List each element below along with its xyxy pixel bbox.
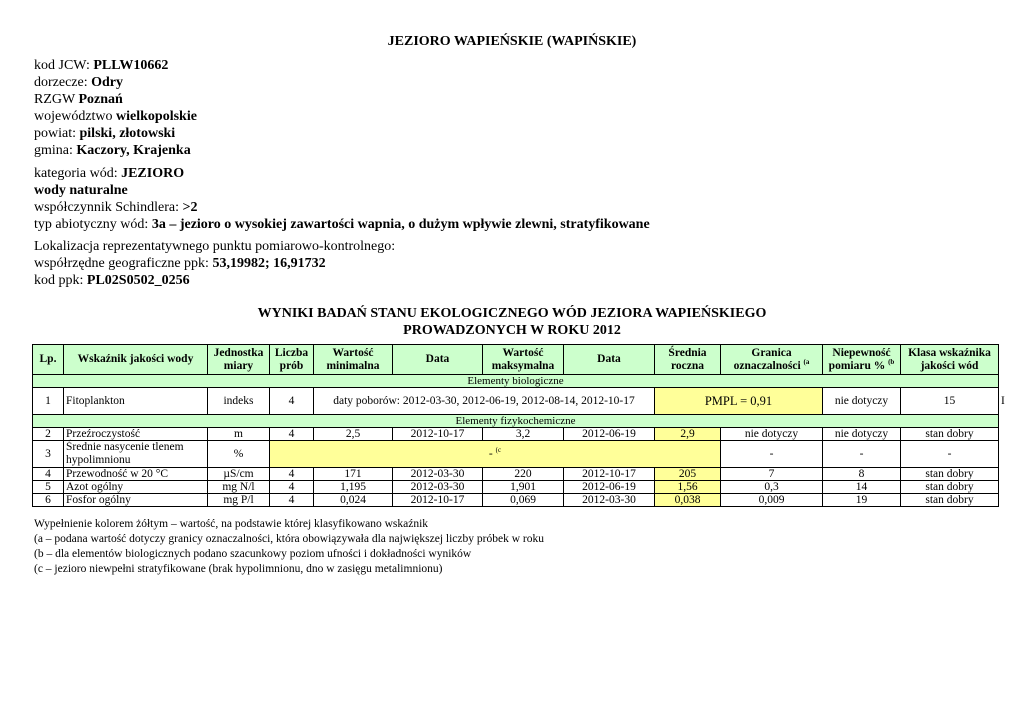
cell-srednia: 2,9 bbox=[655, 428, 721, 441]
header-wskaznik: Wskaźnik jakości wody bbox=[64, 345, 208, 375]
results-title-line-1: WYNIKI BADAŃ STANU EKOLOGICZNEGO WÓD JEZIORA WAPIEŃSKIEGO bbox=[257, 306, 767, 321]
results-table bbox=[32, 344, 1005, 507]
cell-klasa: stan dobry bbox=[901, 481, 999, 494]
wojewodztwo-row bbox=[34, 108, 197, 125]
typ-value: 3a – jezioro o wysokiej zawartości wapnia, o dużym wpływie zlewni, stratyfikowane bbox=[151, 217, 650, 232]
gmina-value: Kaczory, Krajenka bbox=[76, 143, 191, 158]
wody-value: wody naturalne bbox=[34, 183, 128, 198]
header-srednia: Średnia roczna bbox=[655, 345, 721, 375]
wspolrzedne-row bbox=[34, 255, 395, 272]
kod-jcw-value: PLLW10662 bbox=[93, 58, 169, 73]
dorzecze-value: Odry bbox=[91, 75, 124, 90]
rzgw-row bbox=[34, 91, 197, 108]
table-header-row bbox=[33, 345, 999, 375]
cell-liczba: 4 bbox=[270, 494, 314, 507]
section-physicochemical: Elementy fizykochemiczne bbox=[33, 415, 999, 428]
cell-klasa: stan dobry bbox=[901, 494, 999, 507]
cell-lp: 3 bbox=[33, 441, 64, 468]
powiat-value: pilski, złotowski bbox=[79, 126, 176, 141]
cell-min: 0,024 bbox=[314, 494, 393, 507]
dorzecze-label: dorzecze: bbox=[34, 75, 92, 90]
schindler-row bbox=[34, 199, 650, 216]
cell-niepewnosc: 8 bbox=[823, 468, 901, 481]
cell-result-footnote: (c bbox=[495, 445, 502, 454]
kod-jcw-row bbox=[34, 57, 197, 74]
cell-jednostka: mg N/l bbox=[208, 481, 270, 494]
wspolrzedne-label: współrzędne geograficzne ppk: bbox=[34, 256, 213, 271]
lokalizacja-row: Lokalizacja reprezentatywnego punktu pomiarowo-kontrolnego: bbox=[34, 239, 396, 254]
cell-liczba: 4 bbox=[270, 428, 314, 441]
kod-ppk-row bbox=[34, 272, 395, 289]
footnotes bbox=[34, 517, 544, 577]
cell-max: 3,2 bbox=[483, 428, 564, 441]
cell-max: 0,069 bbox=[483, 494, 564, 507]
cell-niepewnosc: 14 bbox=[823, 481, 901, 494]
cell-lp: 1 bbox=[33, 388, 64, 415]
header-data-max: Data bbox=[564, 345, 655, 375]
section-row-biological bbox=[33, 375, 999, 388]
cell-lp: 5 bbox=[33, 481, 64, 494]
table-row bbox=[33, 428, 999, 441]
cell-niepewnosc: - bbox=[823, 441, 901, 468]
cell-wskaznik: Przewodność w 20 °C bbox=[64, 468, 208, 481]
kod-jcw-label: kod JCW: bbox=[34, 58, 94, 73]
schindler-value: >2 bbox=[182, 200, 198, 215]
kategoria-row bbox=[34, 165, 650, 182]
cell-result bbox=[270, 441, 721, 468]
cell-granica: 7 bbox=[721, 468, 823, 481]
cell-min: 171 bbox=[314, 468, 393, 481]
header-data-min: Data bbox=[393, 345, 483, 375]
header-wartosc-max: Wartość maksymalna bbox=[483, 345, 564, 375]
table-row bbox=[33, 494, 999, 507]
cell-data-min: 2012-03-30 bbox=[393, 481, 483, 494]
cell-result-value: - bbox=[488, 447, 493, 460]
cell-granica: nie dotyczy bbox=[823, 388, 901, 415]
cell-wskaznik: Średnie nasycenie tlenem hypolimnionu bbox=[64, 441, 208, 468]
cell-jednostka: % bbox=[208, 441, 270, 468]
results-title-line-2: PROWADZONYCH W ROKU 2012 bbox=[403, 323, 621, 338]
cell-data-max: 2012-10-17 bbox=[564, 468, 655, 481]
cell-wskaznik: Przeźroczystość bbox=[64, 428, 208, 441]
cell-data-max: 2012-03-30 bbox=[564, 494, 655, 507]
cell-klasa: stan dobry bbox=[901, 468, 999, 481]
header-granica-label: Granica oznaczalności bbox=[733, 346, 801, 372]
table-row: 1 Fitoplankton indeks 4 daty poborów: 2012-03-30, 2012-06-19, 2012-08-14, 2012-10-17 PMPL = 0,91 nie dotyczy 15 I bbox=[33, 388, 999, 415]
wojewodztwo-value: wielkopolskie bbox=[116, 109, 197, 124]
cell-lp: 4 bbox=[33, 468, 64, 481]
cell-jednostka: mg P/l bbox=[208, 494, 270, 507]
cell-niepewnosc: 19 bbox=[823, 494, 901, 507]
rzgw-value: Poznań bbox=[78, 92, 123, 107]
typ-label: typ abiotyczny wód: bbox=[34, 217, 152, 232]
cell-granica: 0,009 bbox=[721, 494, 823, 507]
powiat-label: powiat: bbox=[34, 126, 80, 141]
cell-result: PMPL = 0,91 bbox=[655, 388, 823, 415]
water-body-info bbox=[34, 57, 197, 159]
cell-srednia: 205 bbox=[655, 468, 721, 481]
cell-wskaznik: Azot ogólny bbox=[64, 481, 208, 494]
powiat-row bbox=[34, 125, 197, 142]
section-row-physicochemical bbox=[33, 415, 999, 428]
cell-data-min: 2012-10-17 bbox=[393, 494, 483, 507]
header-granica-footnote: (a bbox=[803, 357, 810, 366]
kod-ppk-label: kod ppk: bbox=[34, 273, 87, 288]
location-info bbox=[34, 238, 395, 289]
typ-row bbox=[34, 216, 650, 233]
kategoria-value: JEZIORO bbox=[121, 166, 185, 181]
kod-ppk-value: PL02S0502_0256 bbox=[86, 273, 190, 288]
cell-liczba: 4 bbox=[270, 388, 314, 415]
wspolrzedne-value: 53,19982; 16,91732 bbox=[212, 256, 326, 271]
header-jednostka: Jednostka miary bbox=[208, 345, 270, 375]
header-niepewnosc-label: Niepewność pomiaru % bbox=[828, 346, 891, 372]
header-niepewnosc-footnote: (b bbox=[888, 357, 895, 366]
cell-min: 2,5 bbox=[314, 428, 393, 441]
cell-wskaznik: Fosfor ogólny bbox=[64, 494, 208, 507]
footnote-a: (a – podana wartość dotyczy granicy oznaczalności, która obowiązywała dla największej liczby próbek w roku bbox=[34, 533, 544, 545]
header-niepewnosc bbox=[823, 345, 901, 375]
cell-lp: 6 bbox=[33, 494, 64, 507]
cell-srednia: 0,038 bbox=[655, 494, 721, 507]
results-title bbox=[0, 305, 1024, 339]
document-title: JEZIORO WAPIEŃSKIE (WAPIŃSKIE) bbox=[387, 34, 637, 49]
cell-niepewnosc: nie dotyczy bbox=[823, 428, 901, 441]
cell-max: 220 bbox=[483, 468, 564, 481]
cell-granica: 0,3 bbox=[721, 481, 823, 494]
cell-klasa: stan dobry bbox=[901, 428, 999, 441]
gmina-label: gmina: bbox=[34, 143, 77, 158]
cell-jednostka: indeks bbox=[208, 388, 270, 415]
gmina-row bbox=[34, 142, 197, 159]
cell-granica: - bbox=[721, 441, 823, 468]
table-row bbox=[33, 441, 999, 468]
section-biological: Elementy biologiczne bbox=[33, 375, 999, 388]
cell-data-max: 2012-06-19 bbox=[564, 481, 655, 494]
header-lp: Lp. bbox=[33, 345, 64, 375]
rzgw-label: RZGW bbox=[34, 92, 79, 107]
dorzecze-row bbox=[34, 74, 197, 91]
header-granica bbox=[721, 345, 823, 375]
footnote-yellow: Wypełnienie kolorem żółtym – wartość, na podstawie której klasyfikowano wskaźnik bbox=[34, 518, 429, 530]
cell-klasa: - bbox=[901, 441, 999, 468]
cell-liczba: 4 bbox=[270, 468, 314, 481]
cell-min: 1,195 bbox=[314, 481, 393, 494]
schindler-label: współczynnik Schindlera: bbox=[34, 200, 183, 215]
header-klasa: Klasa wskaźnika jakości wód bbox=[901, 345, 999, 375]
cell-sampling-dates: daty poborów: 2012-03-30, 2012-06-19, 2012-08-14, 2012-10-17 bbox=[314, 388, 655, 415]
header-liczba: Liczba prób bbox=[270, 345, 314, 375]
cell-jednostka: m bbox=[208, 428, 270, 441]
cell-srednia: 1,56 bbox=[655, 481, 721, 494]
cell-data-max: 2012-06-19 bbox=[564, 428, 655, 441]
table-row bbox=[33, 481, 999, 494]
cell-granica: nie dotyczy bbox=[721, 428, 823, 441]
footnote-b: (b – dla elementów biologicznych podano szacunkowy poziom ufności i dokładności wyników bbox=[34, 548, 472, 560]
header-wartosc-min: Wartość minimalna bbox=[314, 345, 393, 375]
kategoria-label: kategoria wód: bbox=[34, 166, 122, 181]
cell-data-min: 2012-03-30 bbox=[393, 468, 483, 481]
table-row bbox=[33, 468, 999, 481]
cell-lp: 2 bbox=[33, 428, 64, 441]
cell-jednostka: µS/cm bbox=[208, 468, 270, 481]
water-category-info bbox=[34, 165, 650, 233]
cell-data-min: 2012-10-17 bbox=[393, 428, 483, 441]
cell-max: 1,901 bbox=[483, 481, 564, 494]
footnote-c: (c – jezioro niewpełni stratyfikowane (brak hypolimnionu, dno w zasięgu metalimnionu) bbox=[34, 563, 443, 575]
cell-liczba: 4 bbox=[270, 481, 314, 494]
wojewodztwo-label: województwo bbox=[34, 109, 117, 124]
cell-wskaznik: Fitoplankton bbox=[64, 388, 208, 415]
wody-row bbox=[34, 182, 650, 199]
cell-niepewnosc: 15 bbox=[901, 388, 999, 415]
